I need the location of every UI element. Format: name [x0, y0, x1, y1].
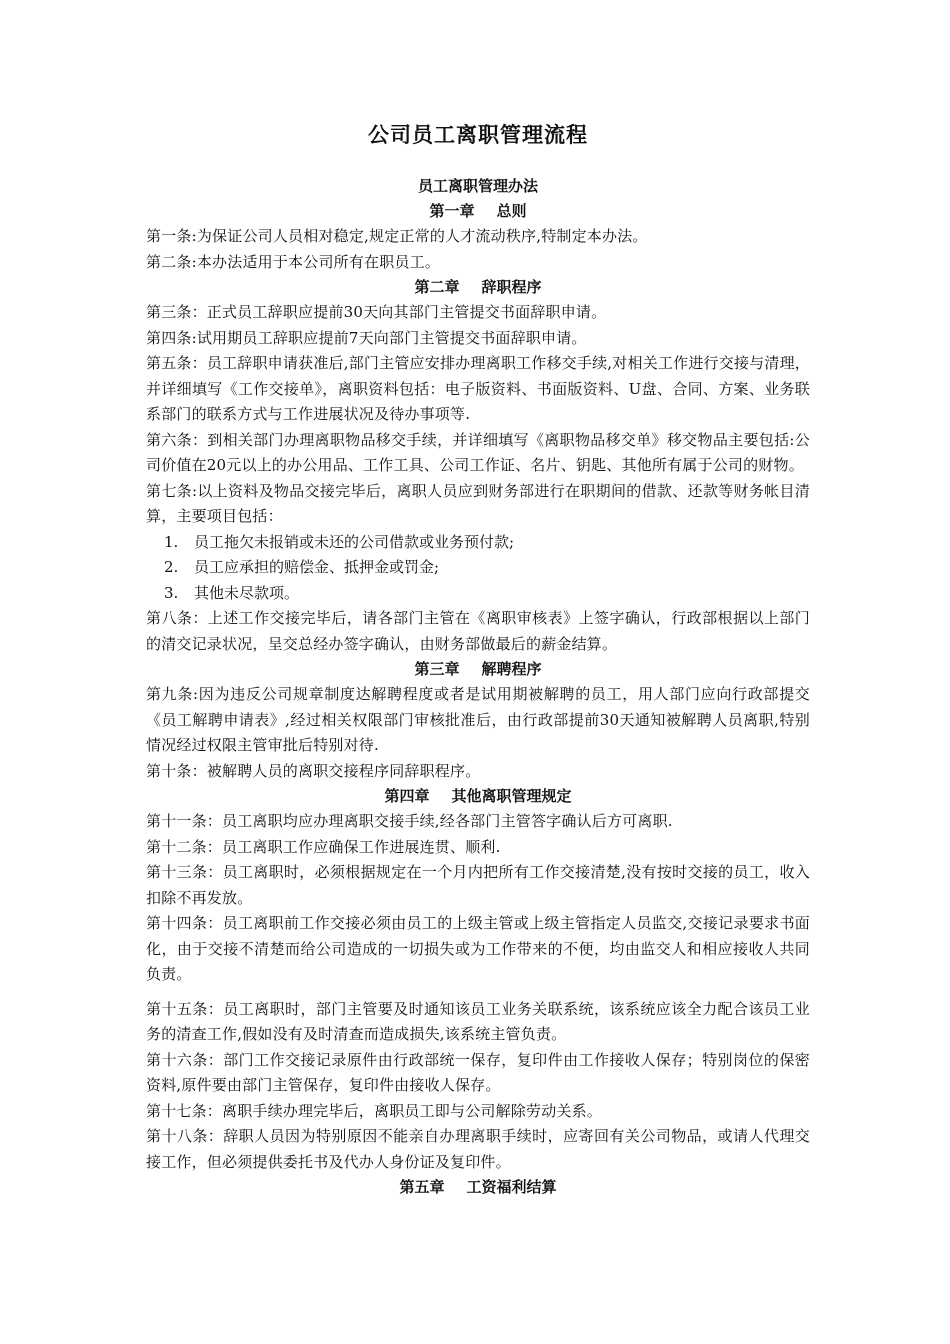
article-paragraph: 第十二条：员工离职工作应确保工作进展连贯、顺利.	[146, 837, 501, 856]
document-page	[146, 118, 810, 1200]
article-paragraph: 第十六条：部门工作交接记录原件由行政部统一保存，复印件由工作接收人保存；特别岗位的保密资料,原件要由部门主管保存，复印件由接收人保存。	[146, 1050, 810, 1094]
article-paragraph: 第五条：员工辞职申请获准后,部门主管应安排办理离职工作移交手续,对相关工作进行交接与清理，并详细填写《工作交接单》，离职资料包括：电子版资料、书面版资料、U盘、合同、方案、业务联系部门的联系方式与工作进展状况及待办事项等.	[146, 354, 810, 423]
chapter-heading: 第四章 其他离职管理规定	[384, 787, 572, 805]
article-paragraph: 第十三条：员工离职时，必须根据规定在一个月内把所有工作交接清楚,没有按时交接的员工，收入扣除不再发放。	[146, 863, 810, 907]
chapter-heading: 第五章 工资福利结算	[399, 1178, 557, 1196]
article-paragraph: 第十一条：员工离职均应办理离职交接手续,经各部门主管答字确认后方可离职.	[146, 812, 673, 830]
article-paragraph: 第六条：到相关部门办理离职物品移交手续，并详细填写《离职物品移交单》移交物品主要包括:公司价值在20元以上的办公用品、工作工具、公司工作证、名片、钥匙、其他所有属于公司的财物。	[146, 430, 810, 474]
article-paragraph: 第九条:因为违反公司规章制度达解聘程度或者是试用期被解聘的员工，用人部门应向行政部提交《员工解聘申请表》,经过相关权限部门审核批准后，由行政部提前30天通知被解聘人员离职,特别情况经过权限主管审批后特别对待.	[146, 685, 810, 754]
chapter-heading: 第二章 辞职程序	[414, 278, 542, 296]
chapter-heading: 第三章 解聘程序	[414, 660, 542, 678]
article-paragraph: 第十七条：离职手续办理完毕后，离职员工即与公司解除劳动关系。	[146, 1101, 603, 1120]
list-item: 2. 员工应承担的赔偿金、抵押金或罚金;	[164, 558, 440, 576]
article-paragraph: 第十五条：员工离职时，部门主管要及时通知该员工业务关联系统，该系统应该全力配合该员工业务的清查工作,假如没有及时清查而造成损失,该系统主管负责。	[146, 999, 810, 1043]
article-paragraph: 第八条：上述工作交接完毕后，请各部门主管在《离职审核表》上签字确认，行政部根据以上部门的清交记录状况，呈交总经办签字确认，由财务部做最后的薪金结算。	[146, 609, 810, 653]
article-paragraph: 第十八条：辞职人员因为特别原因不能亲自办理离职手续时，应寄回有关公司物品，或请人代理交接工作，但必须提供委托书及代办人身份证及复印件。	[146, 1127, 810, 1171]
chapter-heading: 第一章 总则	[429, 202, 527, 220]
article-paragraph: 第四条:试用期员工辞职应提前7天向部门主管提交书面辞职申请。	[146, 328, 587, 347]
article-paragraph: 第一条:为保证公司人员相对稳定,规定正常的人才流动秩序,特制定本办法。	[146, 227, 648, 245]
list-item: 1. 员工拖欠未报销或未还的公司借款或业务预付款;	[164, 532, 515, 551]
article-paragraph: 第十四条：员工离职前工作交接必须由员工的上级主管或上级主管指定人员监交,交接记录要求书面化，由于交接不清楚而给公司造成的一切损失或为工作带来的不便，均由监交人和相应接收人共同负责。	[146, 914, 810, 983]
document-subtitle: 员工离职管理办法	[417, 177, 538, 195]
article-paragraph: 第七条:以上资料及物品交接完毕后，离职人员应到财务部进行在职期间的借款、还款等财务帐目清算，主要项目包括：	[146, 481, 810, 525]
article-paragraph: 第二条:本办法适用于本公司所有在职员工。	[146, 252, 441, 271]
document-title: 公司员工离职管理流程	[368, 123, 588, 147]
list-item: 3. 其他未尽款项。	[164, 583, 300, 602]
article-paragraph: 第三条：正式员工辞职应提前30天向其部门主管提交书面辞职申请。	[146, 303, 607, 321]
article-paragraph: 第十条：被解聘人员的离职交接程序同辞职程序。	[146, 761, 481, 780]
